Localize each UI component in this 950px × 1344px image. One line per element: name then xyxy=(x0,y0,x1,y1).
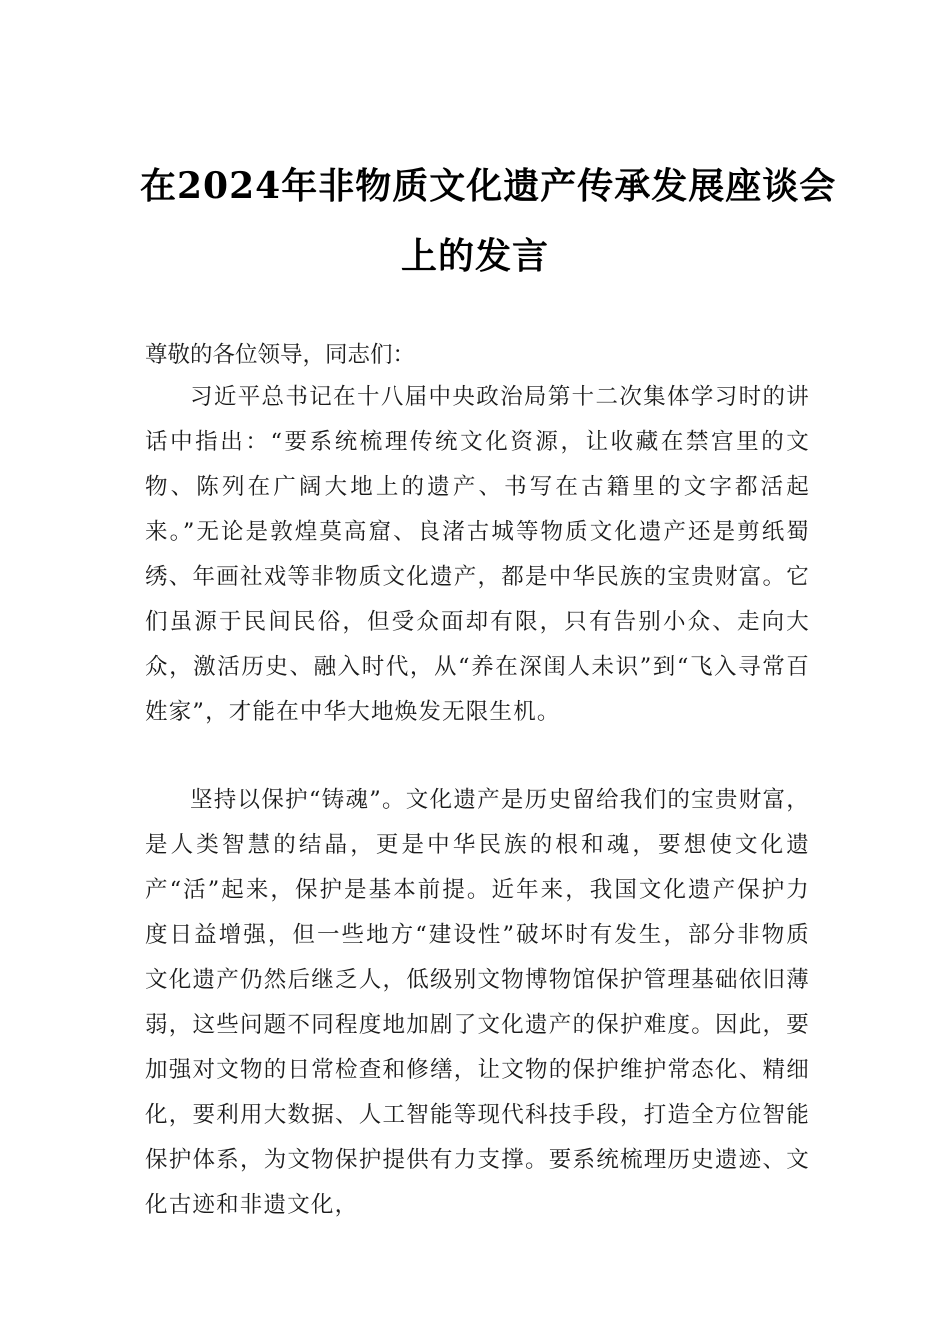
document-title-line-1: 在2024年非物质文化遗产传承发展座谈会 xyxy=(140,165,837,207)
paragraph-1: 习近平总书记在十八届中央政治局第十二次集体学习时的讲话中指出：“要系统梳理传统文化资源，让收藏在禁宫里的文物、陈列在广阔大地上的遗产、书写在古籍里的文字都活起来。”无论是敦煌莫高窟、良渚古城等物质文化遗产还是剪纸蜀绣、年画社戏等非物质文化遗产，都是中华民族的宝贵财富。它们虽源于民间民俗，但受众面却有限，只有告别小众、走向大众，激活历史、融入时代，从“养在深闺人未识”到“飞入寻常百姓家”，才能在中华大地焕发无限生机。 xyxy=(145,384,810,725)
salutation: 尊敬的各位领导，同志们： xyxy=(145,342,416,368)
paragraph-2: 坚持以保护“铸魂”。文化遗产是历史留给我们的宝贵财富，是人类智慧的结晶，更是中华民族的根和魂，要想使文化遗产“活”起来，保护是基本前提。近年来，我国文化遗产保护力度日益增强，但一些地方“建设性”破坏时有发生，部分非物质文化遗产仍然后继乏人，低级别文物博物馆保护管理基础依旧薄弱，这些问题不同程度地加剧了文化遗产的保护难度。因此，要加强对文物的日常检查和修缮，让文物的保护维护常态化、精细化，要利用大数据、人工智能等现代科技手段，打造全方位智能保护体系，为文物保护提供有力支撑。要系统梳理历史遗迹、文化古迹和非遗文化， xyxy=(145,787,810,1218)
document-title-line-2: 上的发言 xyxy=(400,235,549,277)
